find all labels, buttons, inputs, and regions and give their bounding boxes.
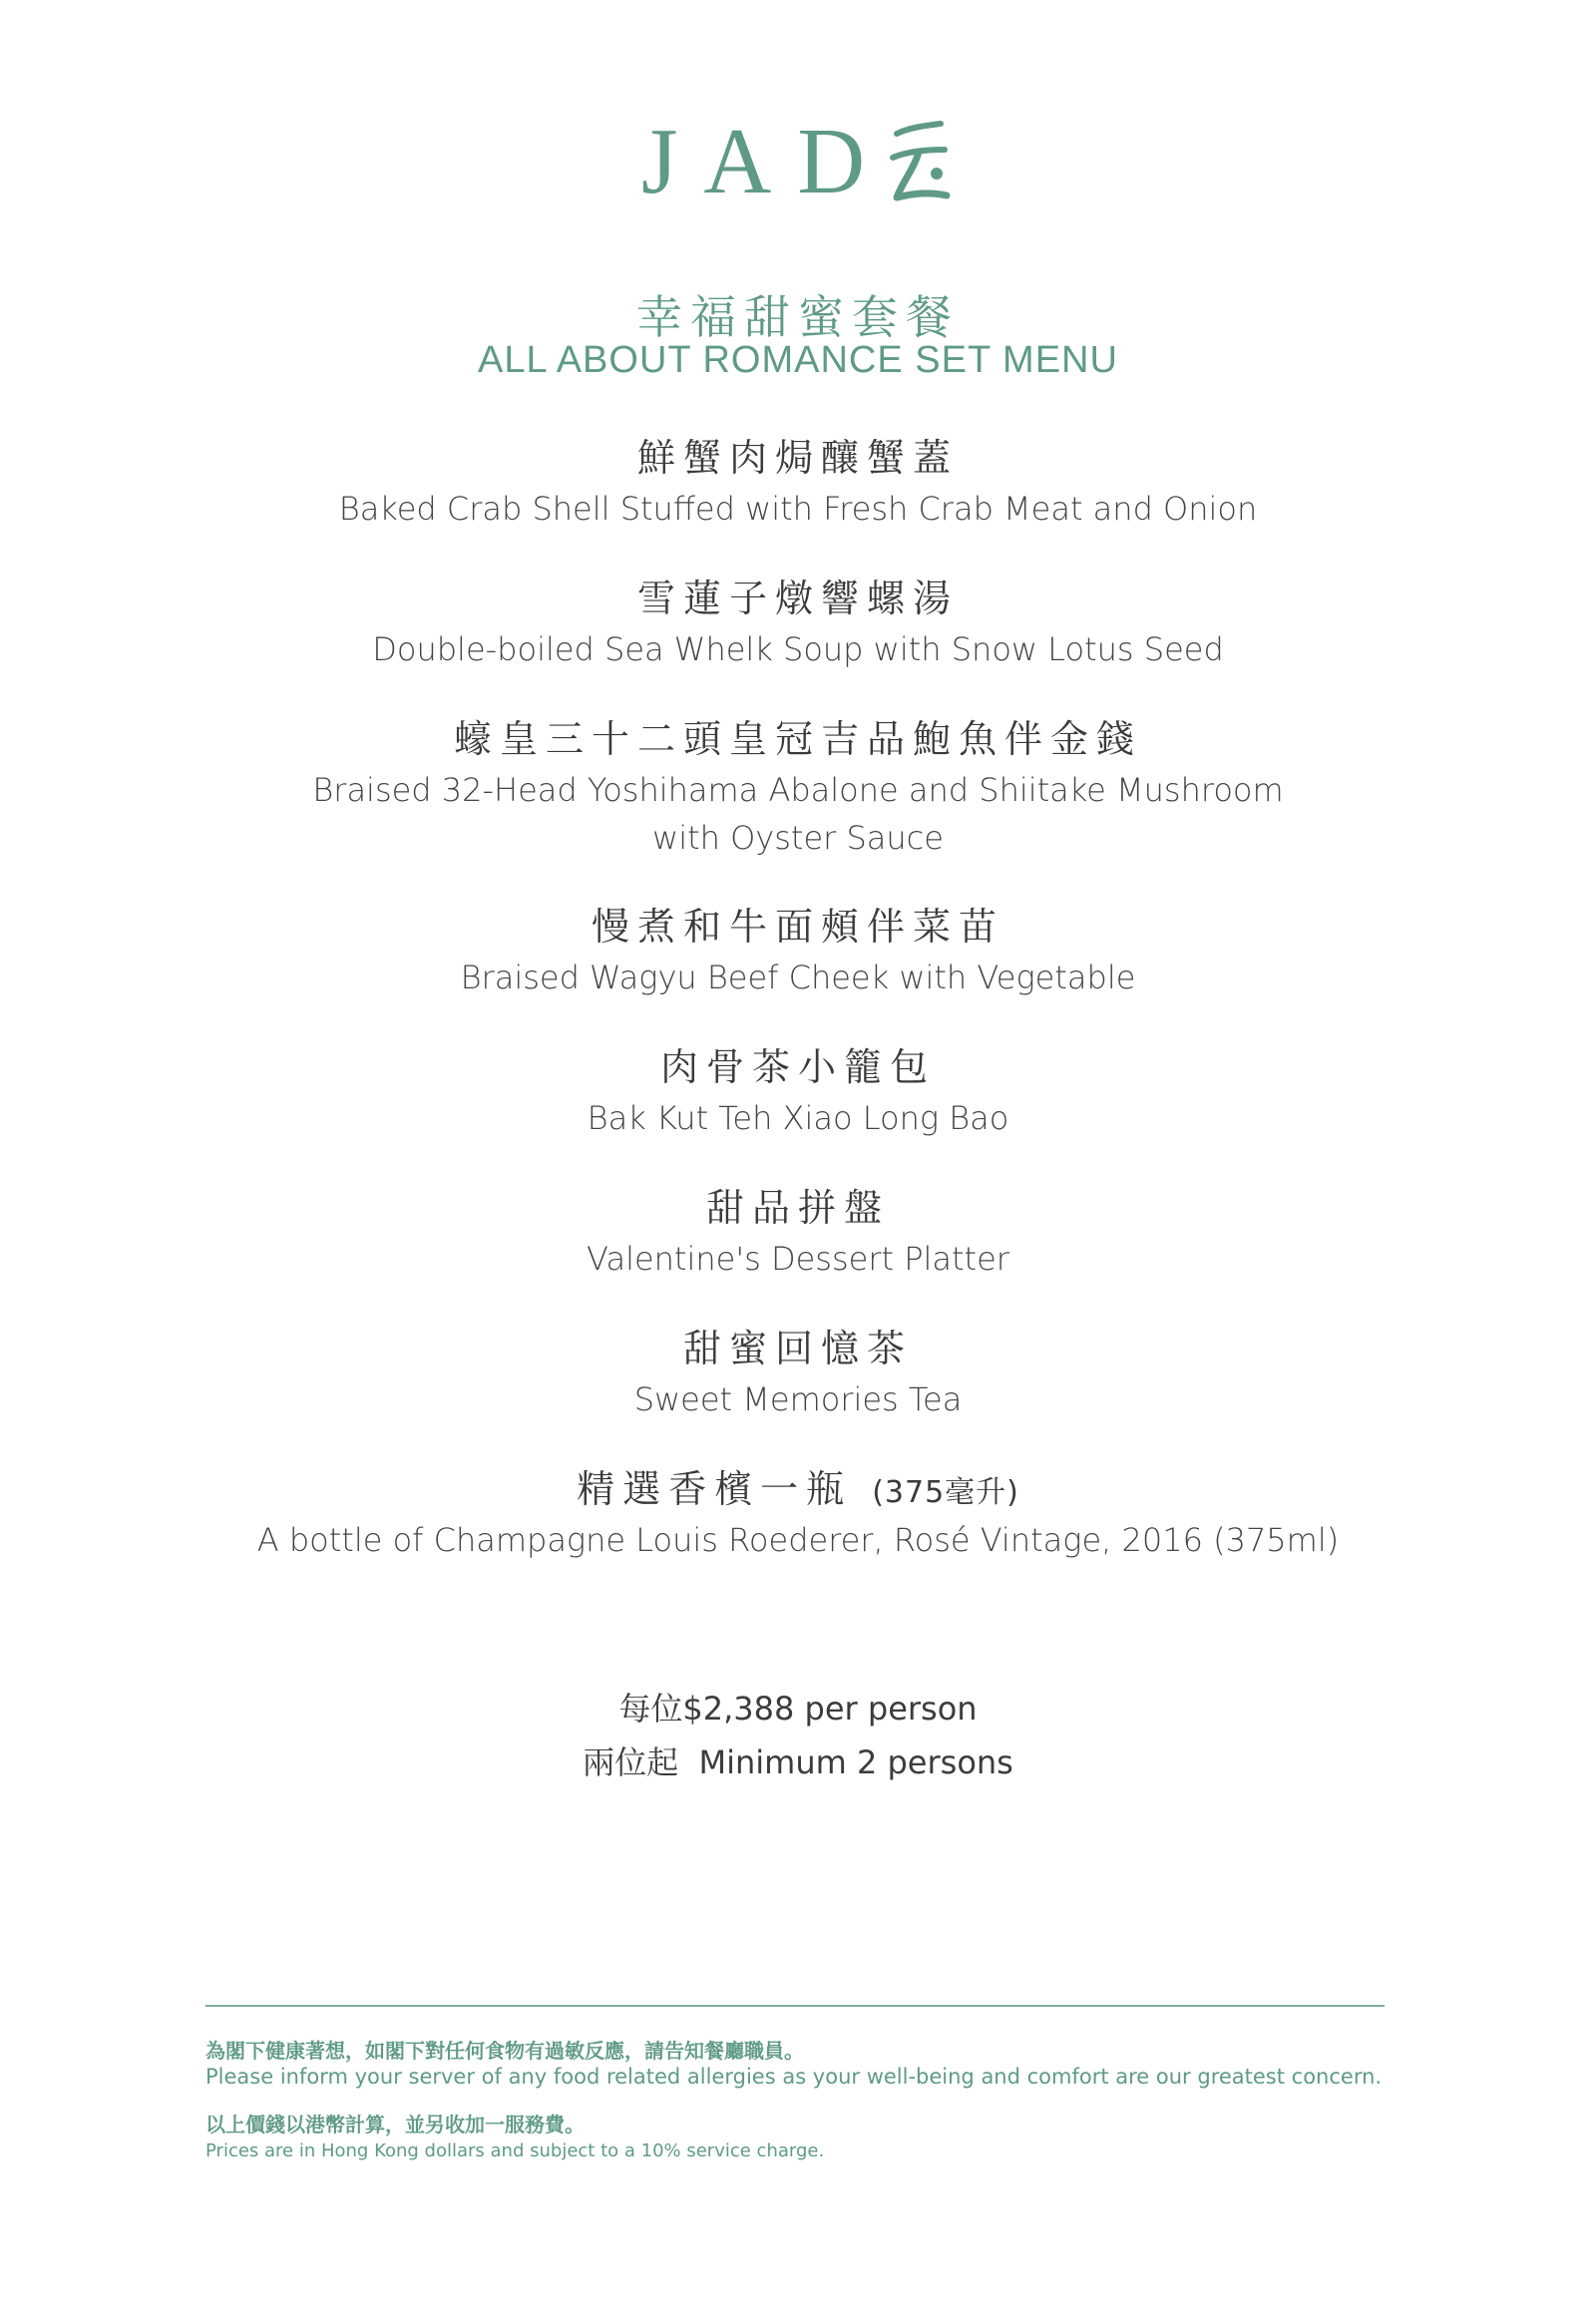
course-name-english-line-2: with Oyster Sauce [652,819,944,857]
jade-calligraphy-logo-mark [885,116,955,207]
service-charge-notice-chinese: 以上價錢以港幣計算，並另收加一服務費。 [205,2113,585,2136]
menu-title-english: ALL ABOUT ROMANCE SET MENU [478,339,1118,381]
course-name-english: A bottle of Champagne Louis Roederer, Rosé Vintage, 2016 (375ml) [256,1521,1340,1559]
course-name-chinese: 甜蜜回憶茶 [682,1327,913,1370]
course-name-english: Bak Kut Teh Xiao Long Bao [587,1099,1009,1137]
course-name-english: Braised Wagyu Beef Cheek with Vegetable [460,959,1136,996]
course-name-chinese: 肉骨茶小籠包 [659,1045,936,1089]
course-name-english: Sweet Memories Tea [633,1380,963,1418]
course-name-chinese: 鮮蟹肉焗釀蟹蓋 [636,436,959,480]
menu-title-chinese: 幸福甜蜜套餐 [636,290,960,344]
course-name-english: Double-boiled Sea Whelk Soup with Snow Lotus Seed [372,630,1224,668]
footer-divider [205,2005,1385,2007]
course-3 [0,714,1596,862]
course-name-chinese: 蠔皇三十二頭皇冠吉品鮑魚伴金錢 [453,717,1142,761]
course-1 [0,433,1596,533]
course-4 [0,902,1596,1001]
service-charge-notice-english: Prices are in Hong Kong dollars and subject to a 10% service charge. [205,2140,825,2161]
course-8 [0,1464,1596,1564]
course-name-english: Baked Crab Shell Stuffed with Fresh Crab Meat and Onion [338,490,1258,528]
course-name-chinese: 甜品拼盤 [705,1186,890,1230]
restaurant-logo [0,112,1596,211]
course-2 [0,574,1596,673]
allergy-notice-english: Please inform your server of any food related allergies as your well-being and comfort are our greatest concern. [205,2065,1383,2089]
course-name-chinese: 慢煮和牛面頰伴菜苗 [591,905,1004,949]
course-name-chinese [0,1464,1596,1514]
allergy-notice-chinese: 為閣下健康著想，如閣下對任何食物有過敏反應，請告知餐廳職員。 [205,2039,804,2063]
course-name-english: Valentine's Dessert Platter [587,1240,1009,1278]
course-7 [0,1324,1596,1423]
course-name-chinese-text: 精選香檳一瓶 [577,1467,853,1511]
course-5 [0,1042,1596,1142]
logo-wordmark: JAD [640,110,892,213]
course-6 [0,1183,1596,1283]
course-name-english: Braised 32-Head Yoshihama Abalone and Shiitake Mushroom [312,771,1284,809]
course-volume-note: (375毫升) [872,1475,1019,1510]
course-name-chinese: 雪蓮子燉響螺湯 [636,577,959,620]
minimum-persons: 兩位起 Minimum 2 persons [583,1743,1013,1781]
price-per-person: 每位$2,388 per person [618,1690,978,1728]
